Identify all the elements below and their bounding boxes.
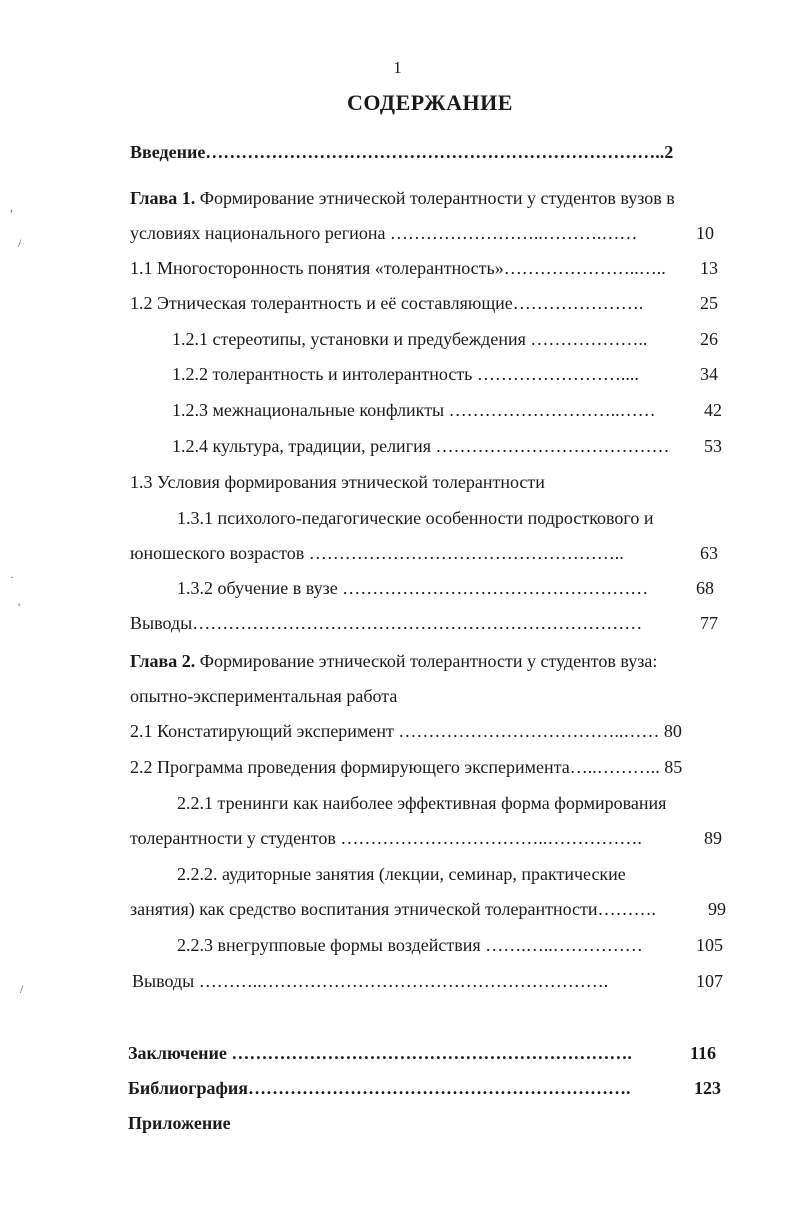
toc-entry-1-2: 1.2 Этническая толерантность и её составляющие…………………. [130, 293, 644, 313]
toc-entry-bibliography: Библиография………………………………………………………. [128, 1078, 631, 1098]
chapter1-label: Глава 1. [130, 188, 196, 208]
toc-entry-appendix: Приложение [128, 1113, 231, 1133]
toc-entry-conclusions-1: Выводы………………………………………………………………… [130, 613, 643, 633]
margin-mark: · [10, 570, 14, 584]
toc-page-1-2-3: 42 [704, 400, 722, 420]
toc-entry-chapter1-cont: условиях национального региона ……………………..……….…… [130, 223, 638, 243]
toc-entry-conclusions-2: Выводы ………..…………………………………………………. [132, 971, 609, 991]
toc-entry-introduction: Введение…………………………………………………………………..2 [130, 142, 674, 162]
toc-page-1-2-4: 53 [704, 436, 722, 456]
toc-entry-1-2-4: 1.2.4 культура, традиции, религия ………………………………… [172, 436, 670, 456]
page-number: 1 [393, 58, 402, 77]
chapter2-label: Глава 2. [130, 651, 196, 671]
toc-entry-conclusion: Заключение …………………………………………………………. [128, 1043, 632, 1063]
page-title: СОДЕРЖАНИЕ [347, 90, 513, 115]
toc-page-2-2-3: 105 [696, 935, 723, 955]
toc-entry-2-2-1-cont: толерантности у студентов ……………………………..……………. [130, 828, 642, 848]
toc-entry-chapter2 [130, 650, 657, 672]
toc-page-1-1: 13 [700, 258, 718, 278]
margin-mark: ' [18, 600, 21, 614]
toc-entry-2-2: 2.2 Программа проведения формирующего эксперимента…..……….. 85 [130, 757, 683, 777]
toc-entry-2-2-2: 2.2.2. аудиторные занятия (лекции, семинар, практические [177, 864, 626, 884]
toc-entry-2-2-1: 2.2.1 тренинги как наиболее эффективная форма формирования [177, 793, 667, 813]
margin-mark: , [10, 200, 13, 214]
toc-page-1-2: 25 [700, 293, 718, 313]
chapter1-title: Формирование этнической толерантности у студентов вузов в [195, 188, 675, 208]
toc-entry-1-2-2: 1.2.2 толерантность и интолерантность …………………….... [172, 364, 639, 384]
toc-page-1-2-2: 34 [700, 364, 718, 384]
toc-page-conclusions-1: 77 [700, 613, 718, 633]
toc-entry-1-3-1-cont: юношеского возрастов …………………………………………….. [130, 543, 624, 563]
toc-entry-1-3: 1.3 Условия формирования этнической толерантности [130, 472, 545, 492]
toc-entry-2-2-2-cont: занятия) как средство воспитания этнической толерантности………. [130, 899, 657, 919]
toc-page-conclusions-2: 107 [696, 971, 723, 991]
toc-page-1-2-1: 26 [700, 329, 718, 349]
toc-entry-1-2-1: 1.2.1 стереотипы, установки и предубеждения ……………….. [172, 329, 648, 349]
toc-page-chapter1: 10 [696, 223, 714, 243]
margin-mark: / [18, 236, 22, 250]
toc-page-2-2-1: 89 [704, 828, 722, 848]
toc-page-1-3-2: 68 [696, 578, 714, 598]
toc-page-conclusion: 116 [690, 1043, 717, 1063]
toc-entry-chapter1 [130, 187, 675, 209]
toc-entry-1-3-2: 1.3.2 обучение в вузе …………………………………………… [177, 578, 649, 598]
toc-entry-2-1: 2.1 Констатирующий эксперимент ………………………………..…… 80 [130, 721, 682, 741]
toc-entry-1-1: 1.1 Многосторонность понятия «толерантность»…………………..….. [130, 258, 666, 278]
toc-entry-1-2-3: 1.2.3 межнациональные конфликты ………………………..…… [172, 400, 656, 420]
toc-page-bibliography: 123 [694, 1078, 721, 1098]
margin-mark: / [20, 982, 24, 996]
toc-page-2-2-2: 99 [708, 899, 726, 919]
toc-entry-chapter2-cont: опытно-экспериментальная работа [130, 686, 398, 706]
toc-entry-1-3-1: 1.3.1 психолого-педагогические особенности подросткового и [177, 508, 654, 528]
toc-page-1-3-1: 63 [700, 543, 718, 563]
chapter2-title: Формирование этнической толерантности у студентов вуза: [195, 651, 658, 671]
toc-entry-2-2-3: 2.2.3 внегрупповые формы воздействия …….…..…………… [177, 935, 643, 955]
